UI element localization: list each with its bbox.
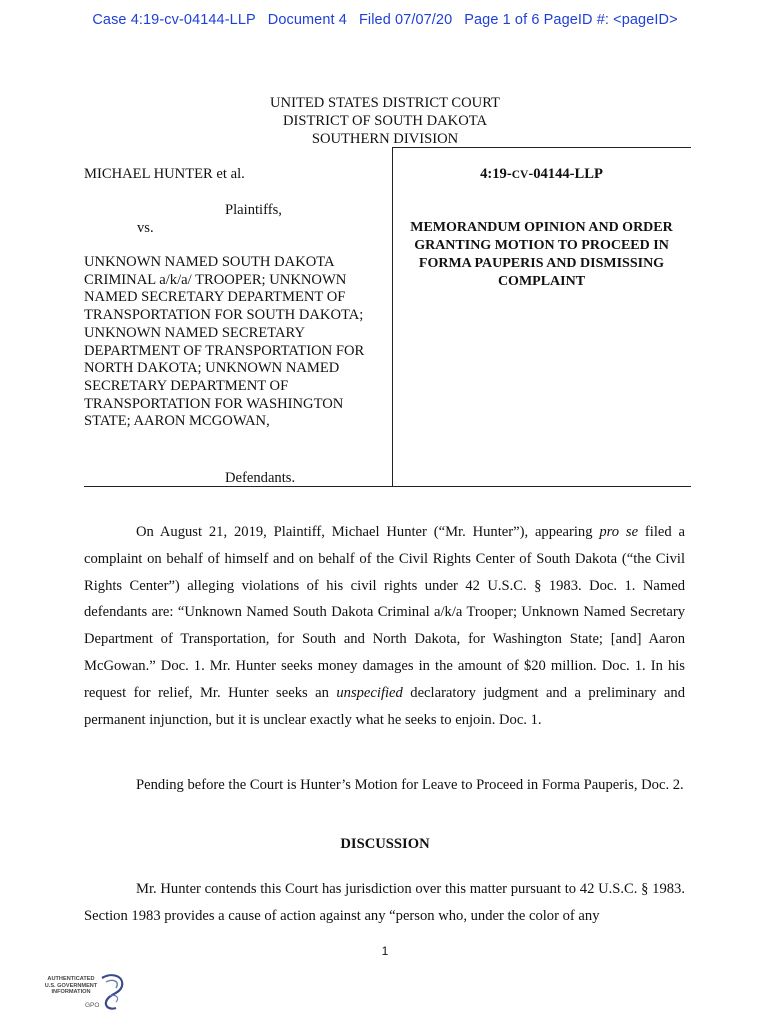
title-line: MEMORANDUM OPINION AND ORDER	[410, 220, 673, 235]
case-header-stamp	[0, 12, 770, 28]
case-number-suffix: -04144-LLP	[528, 166, 603, 182]
paragraph-text: On August 21, 2019, Plaintiff, Michael Hunter (“Mr. Hunter”), appearing	[136, 524, 600, 540]
paragraph-text: filed a complaint on behalf of himself and on behalf of the Civil Rights Center of South Dakota (“the Civil Rights Center”) alleging violations of his civil rights under 42 U.S.C. § 1983. Doc. 1. Named defendants are: “Unknown Named South Dakota Criminal a/k/a Trooper; Unknown Named Secretary Department of Transportation, for South and North Dakota, for Washington State; [and] Aaron McGowan.” Doc. 1. Mr. Hunter seeks money damages in the amount of $20 million. Doc. 1. In his request for relief, Mr. Hunter seeks an	[84, 524, 685, 701]
plaintiffs-label: Plaintiffs,	[225, 202, 282, 218]
title-line: FORMA PAUPERIS AND DISMISSING	[418, 256, 665, 271]
gpo-seal-line: U.S. GOVERNMENT	[44, 982, 98, 989]
gpo-eagle-icon	[98, 972, 128, 1012]
gpo-seal-text	[40, 976, 102, 996]
paragraph-italic: unspecified	[336, 684, 403, 701]
paragraph-text: declaratory judgment and a preliminary and permanent injunction, but it is unclear exactly what he seeks to enjoin. Doc. 1.	[84, 684, 685, 728]
court-division: SOUTHERN DIVISION	[311, 131, 459, 147]
stamp-page: Page 1 of 6 PageID #: <pageID>	[464, 12, 678, 28]
defendants-line: UNKNOWN NAMED SOUTH DAKOTA	[84, 254, 335, 270]
defendants-line: NAMED SECRETARY DEPARTMENT OF	[84, 289, 346, 306]
defendants-line: SECRETARY DEPARTMENT OF	[84, 377, 289, 394]
defendants-line: STATE; AARON MCGOWAN,	[84, 413, 270, 430]
paragraph-text: Pending before the Court is Hunter’s Motion for Leave to Proceed in Forma Pauperis, Doc. 2.	[136, 777, 684, 793]
paragraph-text: Mr. Hunter contends this Court has jurisdiction over this matter pursuant to 42 U.S.C. § 1983. Section 1983 provides a cause of action against any “person who, under the color of any	[84, 881, 685, 924]
paragraph-background	[84, 519, 685, 733]
court-name: UNITED STATES DISTRICT COURT	[270, 95, 500, 111]
defendants-line: DEPARTMENT OF TRANSPORTATION FOR	[84, 342, 365, 359]
title-line: COMPLAINT	[497, 274, 586, 289]
defendants-line: NORTH DAKOTA; UNKNOWN NAMED	[84, 360, 340, 377]
title-line: GRANTING MOTION TO PROCEED IN	[414, 238, 669, 253]
court-heading	[0, 94, 770, 148]
document-title	[392, 219, 691, 291]
defendants-line: CRIMINAL a/k/a/ TROOPER; UNKNOWN	[84, 271, 347, 288]
page-number: 1	[381, 944, 389, 958]
caption-top-rule	[392, 147, 691, 148]
defendants-line: TRANSPORTATION FOR SOUTH DAKOTA;	[84, 307, 364, 324]
defendants-list	[84, 254, 389, 431]
case-number	[392, 166, 691, 183]
paragraph-jurisdiction	[84, 876, 685, 930]
defendants-line: UNKNOWN NAMED SECRETARY	[84, 324, 305, 341]
case-number-cv: CV	[511, 169, 529, 181]
section-heading-discussion: DISCUSSION	[340, 836, 430, 852]
case-number-prefix: 4:19-	[480, 166, 512, 182]
paragraph-italic: pro se	[599, 524, 639, 540]
paragraph-pending-motion	[84, 772, 685, 799]
stamp-document: Document 4	[267, 12, 347, 28]
versus-label: vs.	[137, 220, 154, 236]
stamp-filed-date: Filed 07/07/20	[358, 12, 453, 28]
gpo-authentication-seal	[40, 970, 130, 1014]
defendants-label: Defendants.	[225, 470, 296, 486]
plaintiff-name: MICHAEL HUNTER et al.	[84, 166, 245, 182]
gpo-seal-line: AUTHENTICATED	[47, 976, 95, 982]
caption-bottom-rule	[84, 486, 691, 487]
case-caption	[84, 147, 691, 487]
defendants-line: TRANSPORTATION FOR WASHINGTON	[84, 395, 344, 412]
stamp-case-number: Case 4:19-cv-04144-LLP	[92, 12, 256, 28]
gpo-seal-line: INFORMATION	[51, 989, 91, 996]
gpo-label: GPO	[85, 1002, 100, 1009]
court-district: DISTRICT OF SOUTH DAKOTA	[282, 113, 488, 129]
